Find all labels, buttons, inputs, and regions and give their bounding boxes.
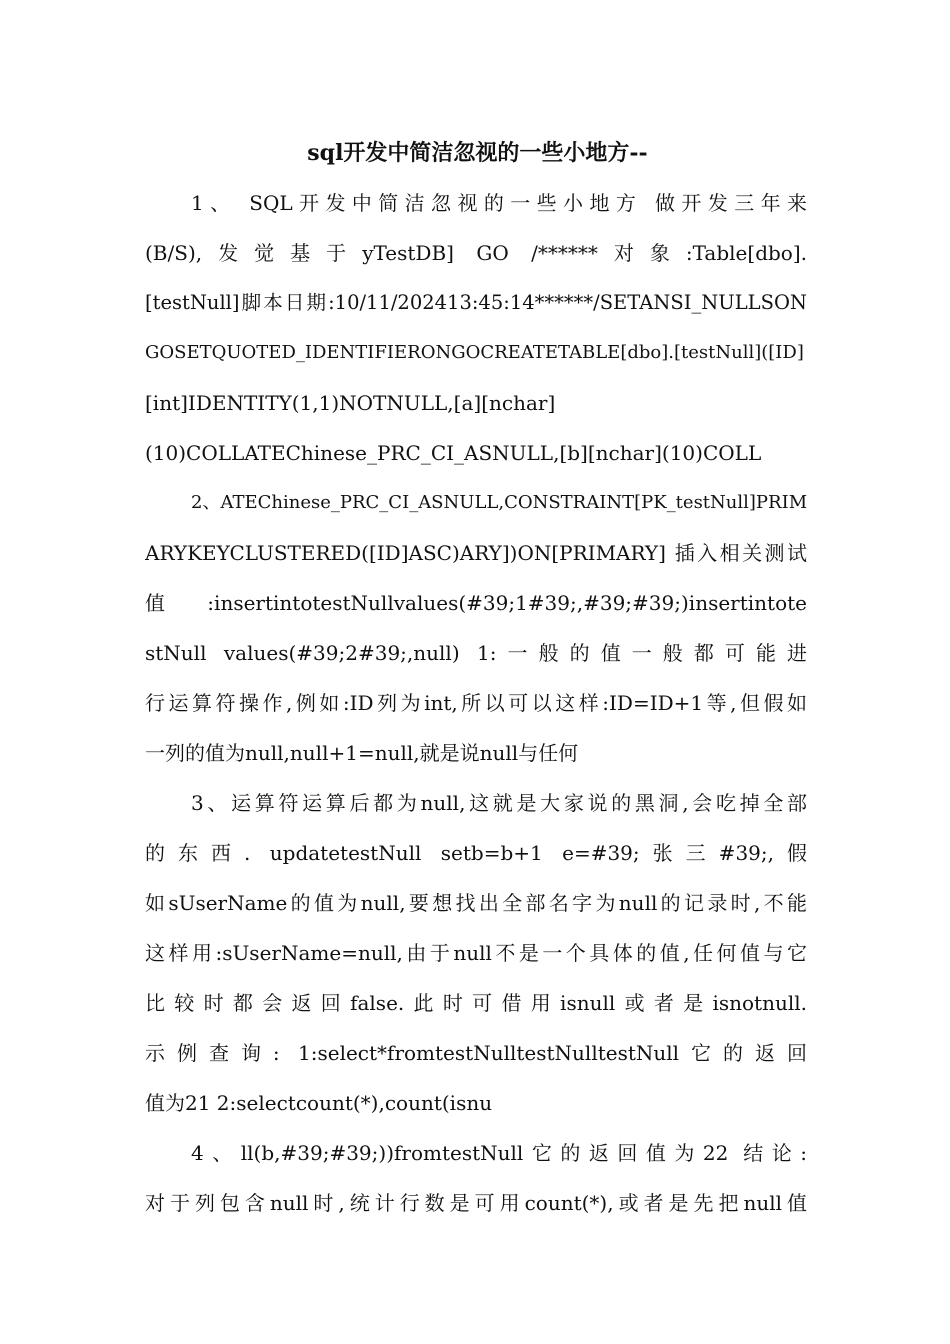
text-line: 1、 SQL开发中简洁忽视的一些小地方 做开发三年来 (191, 191, 807, 215)
text-line: 示例查询: 1:select*fromtestNulltestNulltestNull它的返回 (145, 1041, 807, 1065)
document-title: sql开发中简洁忽视的一些小地方-- (307, 140, 648, 166)
text-line: (10)COLLATEChinese_PRC_CI_ASNULL,[b][nchar](10)COLL (145, 441, 762, 465)
document-page (145, 128, 807, 1228)
text-line: 一列的值为null,null+1=null,就是说null与任何 (145, 741, 579, 765)
text-line: 值:insertintotestNullvalues(#39;1#39;,#39;#39;)insertintote (145, 591, 807, 615)
text-line: [int]IDENTITY(1,1)NOTNULL,[a][nchar] (145, 391, 556, 415)
text-line: 对于列包含null时,统计行数是可用count(*),或者是先把null值 (145, 1191, 807, 1215)
text-line: GOSETQUOTED_IDENTIFIERONGOCREATETABLE[dbo].[testNull]([ID] (145, 342, 804, 363)
text-line: 4、ll(b,#39;#39;))fromtestNull它的返回值为22 结论: (191, 1141, 807, 1165)
text-line: 这样用:sUserName=null,由于null不是一个具体的值,任何值与它 (145, 941, 807, 965)
document-body (145, 178, 807, 1228)
text-line: [testNull]脚本日期:10/11/202413:45:14******/SETANSI_NULLSON (145, 291, 807, 314)
text-line: 2、ATEChinese_PRC_CI_ASNULL,CONSTRAINT[PK_testNull]PRIM (191, 492, 807, 513)
text-line: 行运算符操作,例如:ID列为int,所以可以这样:ID=ID+1等,但假如 (145, 691, 807, 715)
text-line: 比较时都会返回false.此时可借用isnull或者是isnotnull. (145, 991, 807, 1015)
text-line: ARYKEYCLUSTERED([ID]ASC)ARY])ON[PRIMARY] 插入相关测试 (145, 541, 807, 565)
text-line: 值为21 2:selectcount(*),count(isnu (145, 1091, 493, 1115)
text-line: 如sUserName的值为null,要想找出全部名字为null的记录时,不能 (145, 891, 807, 915)
text-line: 的东西. updatetestNull setb=b+1 e=#39;张三#39;,假 (145, 841, 807, 865)
text-line: (B/S),发觉基于yTestDB] GO /******对象:Table[dbo]. (145, 241, 807, 265)
text-line: stNull values(#39;2#39;,null) 1:一般的值一般都可能进 (145, 641, 807, 665)
text-line: 3、运算符运算后都为null,这就是大家说的黑洞,会吃掉全部 (191, 791, 807, 815)
